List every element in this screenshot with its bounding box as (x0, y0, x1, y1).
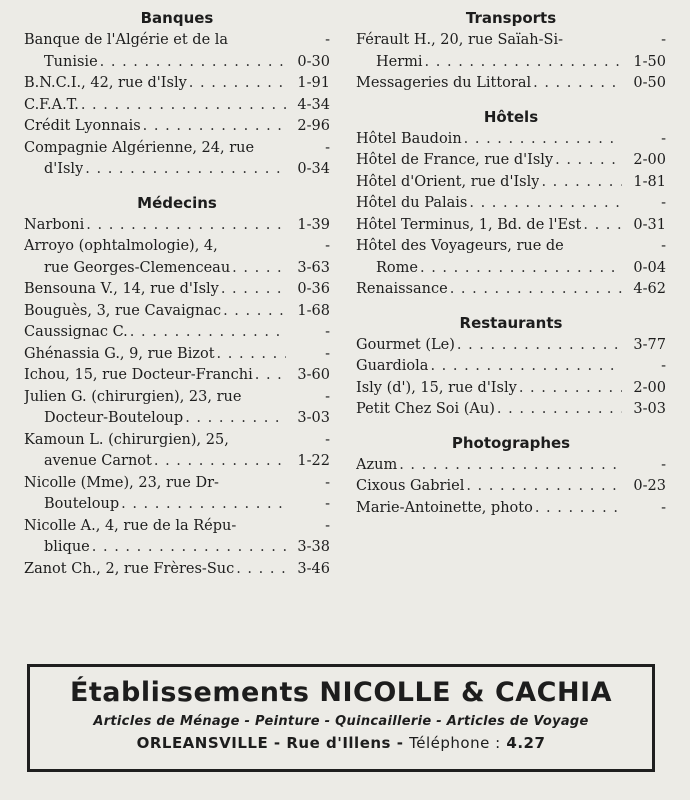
entry-name: Hôtel Baudoin (356, 130, 462, 147)
section-banques (24, 30, 330, 181)
section-transports (356, 30, 666, 95)
entry-line (356, 476, 666, 498)
entry-name: Renaissance (356, 281, 448, 297)
entry-name: Caussignac C. (24, 324, 128, 340)
entry-name: d'Isly (44, 161, 84, 177)
phone-number: 3-38 (297, 539, 330, 555)
section-title-transports: Transports (465, 9, 557, 27)
ad-address-line (30, 734, 652, 752)
dot-leader (583, 215, 622, 237)
entry-line (24, 159, 330, 181)
phone-placeholder: - (325, 474, 330, 491)
entry-name: Crédit Lyonnais (24, 118, 141, 134)
dot-leader (464, 129, 622, 151)
dot-leader (154, 451, 286, 473)
dot-leader (535, 498, 622, 520)
section-restaurants (356, 335, 666, 421)
phone-number: - (661, 358, 666, 374)
entry-line (24, 215, 330, 237)
dot-leader (541, 172, 622, 194)
entry-line (24, 365, 330, 387)
section-title-medecins: Médecins (137, 193, 217, 212)
phone-number: 0-31 (633, 216, 666, 233)
phone-number: - (325, 324, 330, 340)
directory-entry (24, 236, 330, 279)
entry-name: Bensouna V., 14, rue d'Isly (24, 281, 219, 297)
directory-entry (24, 138, 330, 181)
entry-name: Férault H., 20, rue Saïah-Si- (356, 32, 564, 48)
dot-leader (221, 279, 286, 301)
entry-name: Zanot Ch., 2, rue Frères-Suc (24, 560, 235, 577)
advertisement-box (27, 664, 655, 772)
entry-line (24, 559, 330, 581)
entry-line (356, 258, 666, 280)
dot-leader (466, 476, 622, 498)
entry-name: Isly (d'), 15, rue d'Isly (356, 379, 517, 396)
phone-placeholder: - (661, 32, 666, 48)
entry-line (24, 95, 330, 117)
entry-name: Julien G. (chirurgien), 23, rue (24, 388, 242, 405)
directory-entry (24, 365, 330, 387)
dot-leader (430, 356, 622, 378)
section-medecins (24, 215, 330, 581)
entry-line (24, 258, 330, 280)
phone-number: 1-81 (633, 173, 666, 190)
phone-number: 3-46 (297, 560, 330, 577)
entry-line (24, 516, 330, 538)
dot-leader (450, 279, 622, 301)
entry-line (356, 378, 666, 400)
dot-leader (420, 258, 622, 280)
directory-entry (356, 215, 666, 237)
ad-phone-label: Téléphone : (409, 734, 501, 752)
directory-entry (24, 430, 330, 473)
phone-placeholder: - (325, 32, 330, 48)
ad-subtitle: Articles de Ménage - Peinture - Quincaillerie - Articles de Voyage (93, 714, 589, 729)
directory-entry (356, 150, 666, 172)
phone-placeholder: - (325, 388, 330, 405)
directory-entry (356, 455, 666, 477)
dot-leader (185, 408, 286, 430)
directory-entry (24, 322, 330, 344)
phone-number: - (325, 345, 330, 362)
entry-name: Kamoun L. (chirurgien), 25, (24, 431, 229, 448)
entry-line (356, 193, 666, 215)
entry-line (356, 498, 666, 520)
entry-name: blique (44, 539, 90, 555)
directory-entry (356, 476, 666, 498)
entry-name: Tunisie (44, 53, 98, 70)
entry-name: Messageries du Littoral (356, 75, 532, 91)
directory-entry (356, 498, 666, 520)
phone-placeholder: - (325, 517, 330, 534)
phone-number: 0-50 (633, 75, 666, 91)
dot-leader (555, 150, 622, 172)
dot-leader (469, 193, 622, 215)
phone-number: 1-68 (297, 302, 330, 319)
directory-entry (24, 30, 330, 73)
ad-address: ORLEANSVILLE - Rue d'Illens - (136, 734, 404, 752)
entry-line (24, 387, 330, 409)
directory-entry (356, 236, 666, 279)
entry-line (24, 73, 330, 95)
phone-number: 2-00 (633, 379, 666, 396)
entry-line (356, 30, 666, 52)
phone-placeholder: - (325, 139, 330, 156)
dot-leader (232, 258, 286, 280)
entry-line (24, 451, 330, 473)
directory-entry (24, 387, 330, 430)
phone-number: 2-00 (633, 152, 666, 168)
section-photographes (356, 455, 666, 520)
ad-title: Établissements NICOLLE & CACHIA (69, 677, 613, 708)
dot-leader (497, 399, 622, 421)
entry-name: Rome (376, 259, 418, 276)
directory-entry (24, 215, 330, 237)
entry-line (356, 236, 666, 258)
entry-name: Hôtel Terminus, 1, Bd. de l'Est (356, 216, 582, 233)
entry-line (356, 356, 666, 378)
entry-name: Nicolle (Mme), 23, rue Dr- (24, 474, 219, 491)
entry-line (24, 473, 330, 495)
entry-line (24, 279, 330, 301)
ad-phone: 4.27 (506, 734, 546, 752)
directory-entry (356, 399, 666, 421)
phone-number: - (661, 195, 666, 211)
dot-leader (519, 378, 622, 400)
entry-name: Guardiola (356, 358, 429, 374)
dot-leader (86, 215, 286, 237)
section-title-banques: Banques (140, 9, 214, 27)
directory-entry (356, 172, 666, 194)
entry-name: Hôtel de France, rue d'Isly (356, 152, 554, 168)
entry-line (24, 322, 330, 344)
phone-number: 0-04 (633, 259, 666, 276)
entry-line (24, 52, 330, 74)
entry-name: Ichou, 15, rue Docteur-Franchi (24, 367, 253, 383)
entry-name: avenue Carnot (44, 453, 152, 469)
dot-leader (425, 52, 622, 74)
entry-name: Arroyo (ophtalmologie), 4, (24, 238, 218, 254)
phone-number: 3-77 (633, 336, 666, 353)
phone-number: 3-63 (297, 259, 330, 276)
phone-number: 0-34 (297, 161, 330, 177)
phone-number: 0-36 (297, 281, 330, 297)
directory-entry (24, 516, 330, 559)
entry-line (356, 455, 666, 477)
entry-name: Narboni (24, 216, 85, 233)
entry-name: B.N.C.I., 42, rue d'Isly (24, 75, 187, 91)
directory-entry (356, 73, 666, 95)
entry-line (356, 150, 666, 172)
entry-line (356, 215, 666, 237)
phone-number: 3-03 (633, 401, 666, 417)
directory-entry (356, 193, 666, 215)
phone-number: - (325, 496, 330, 512)
right-column (356, 6, 666, 519)
entry-name: Bouguès, 3, rue Cavaignac (24, 302, 222, 319)
dot-leader (223, 301, 286, 323)
phone-number: 3-60 (297, 367, 330, 383)
phone-number: 1-91 (297, 75, 330, 91)
entry-name: Hôtel des Voyageurs, rue de (356, 238, 564, 254)
entry-name: Hôtel d'Orient, rue d'Isly (356, 173, 540, 190)
dot-leader (130, 322, 286, 344)
section-title-photographes: Photographes (451, 433, 571, 452)
phone-placeholder: - (661, 238, 666, 254)
entry-name: Gourmet (Le) (356, 336, 455, 353)
directory-entry (24, 559, 330, 581)
entry-line (24, 344, 330, 366)
entry-line (24, 236, 330, 258)
directory-entry (24, 73, 330, 95)
entry-line (24, 408, 330, 430)
phone-number: 1-50 (633, 53, 666, 70)
entry-line (24, 116, 330, 138)
section-title-restaurants: Restaurants (459, 313, 563, 332)
phone-number: - (661, 130, 666, 147)
phone-number: - (661, 456, 666, 473)
entry-name: Bouteloup (44, 496, 120, 512)
entry-line (356, 73, 666, 95)
entry-line (356, 279, 666, 301)
dot-leader (236, 559, 286, 581)
entry-line (24, 494, 330, 516)
entry-name: Hôtel du Palais (356, 195, 468, 211)
entry-name: Docteur-Bouteloup (44, 410, 184, 426)
entry-name: Cixous Gabriel (356, 478, 465, 494)
phone-number: 3-03 (297, 410, 330, 426)
dot-leader (217, 344, 286, 366)
directory-entry (356, 129, 666, 151)
dot-leader (100, 52, 286, 74)
dot-leader (255, 365, 286, 387)
section-hotels (356, 129, 666, 301)
entry-name: Nicolle A., 4, rue de la Répu- (24, 517, 237, 534)
section-title-hotels: Hôtels (483, 107, 539, 126)
entry-line (24, 430, 330, 452)
entry-name: Banque de l'Algérie et de la (24, 32, 229, 48)
entry-name: Petit Chez Soi (Au) (356, 401, 495, 417)
dot-leader (533, 73, 622, 95)
entry-line (356, 52, 666, 74)
phone-placeholder: - (325, 431, 330, 448)
left-column (24, 6, 330, 580)
entry-name: Ghénassia G., 9, rue Bizot (24, 345, 215, 362)
entry-name: Marie-Antoinette, photo (356, 499, 533, 516)
entry-name: rue Georges-Clemenceau (44, 259, 231, 276)
entry-name: Hermi (376, 53, 423, 70)
phone-number: 2-96 (297, 118, 330, 134)
entry-line (24, 537, 330, 559)
dot-leader (189, 73, 286, 95)
directory-entry (24, 116, 330, 138)
entry-name: Compagnie Algérienne, 24, rue (24, 139, 255, 156)
entry-name: Azum (356, 456, 398, 473)
phone-number: 0-23 (633, 478, 666, 494)
directory-entry (356, 356, 666, 378)
directory-entry (356, 279, 666, 301)
directory-entry (24, 473, 330, 516)
directory-entry (356, 30, 666, 73)
dot-leader (92, 537, 286, 559)
directory-entry (356, 378, 666, 400)
dot-leader (143, 116, 286, 138)
entry-line (356, 399, 666, 421)
dot-leader (85, 159, 286, 181)
entry-name: C.F.A.T. (24, 96, 79, 113)
phone-number: - (661, 499, 666, 516)
directory-entry (24, 301, 330, 323)
dot-leader (457, 335, 622, 357)
entry-line (24, 30, 330, 52)
phone-number: 4-62 (633, 281, 666, 297)
entry-line (24, 138, 330, 160)
directory-entry (24, 344, 330, 366)
directory-entry (24, 279, 330, 301)
phone-number: 1-22 (297, 453, 330, 469)
phone-placeholder: - (325, 238, 330, 254)
dot-leader (81, 95, 286, 117)
entry-line (356, 172, 666, 194)
entry-line (356, 335, 666, 357)
phone-number: 0-30 (297, 53, 330, 70)
entry-line (356, 129, 666, 151)
phone-number: 4-34 (297, 96, 330, 113)
entry-line (24, 301, 330, 323)
dot-leader (121, 494, 286, 516)
dot-leader (399, 455, 622, 477)
phone-number: 1-39 (297, 216, 330, 233)
directory-entry (356, 335, 666, 357)
directory-entry (24, 95, 330, 117)
